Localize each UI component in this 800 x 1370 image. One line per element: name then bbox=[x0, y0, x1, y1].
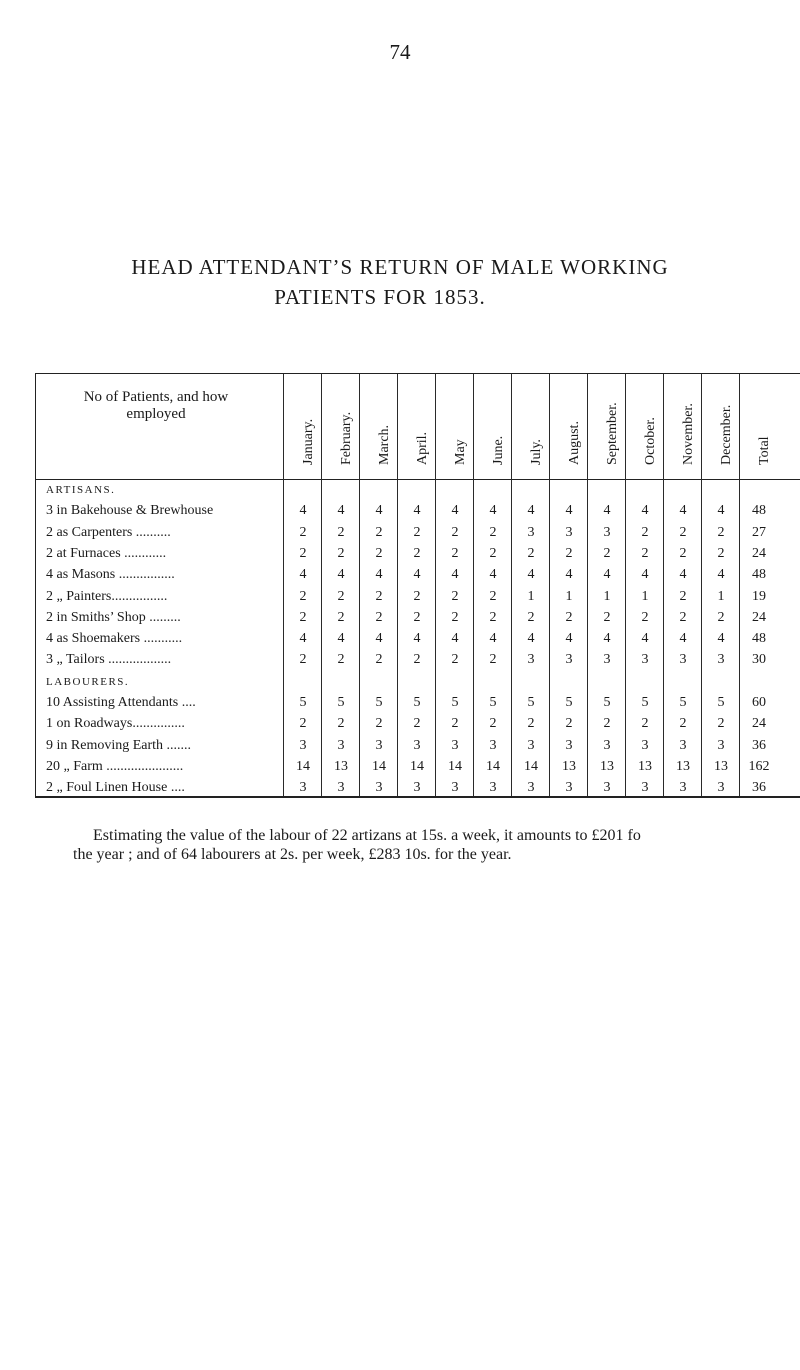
table-cell: 4 bbox=[337, 631, 345, 647]
table-cell: 5 bbox=[603, 695, 611, 710]
table-cell: 60 bbox=[752, 695, 766, 710]
table-cell: 2 bbox=[337, 545, 345, 561]
table-cell: 2 bbox=[641, 609, 649, 625]
month-header bbox=[474, 377, 512, 477]
table-cell: 4 bbox=[603, 567, 611, 583]
month-header-label: September. bbox=[605, 402, 620, 465]
table-cell: 2 bbox=[679, 545, 687, 561]
table-cell: 3 bbox=[641, 652, 649, 668]
table-cell: 4 bbox=[413, 503, 421, 519]
table-cell: 4 bbox=[375, 567, 383, 583]
table-cell: 1 bbox=[527, 588, 535, 604]
table-cell: 2 bbox=[717, 524, 725, 540]
table-cell: 2 bbox=[451, 545, 459, 561]
table-cell: 3 bbox=[375, 737, 383, 753]
table-cell: 3 bbox=[565, 524, 573, 540]
row-label: 2 „ Foul Linen House .... bbox=[46, 780, 185, 796]
table-cell: 4 bbox=[717, 503, 725, 519]
table-cell: 2 bbox=[489, 652, 497, 668]
month-header-label: November. bbox=[681, 403, 696, 465]
table-cell: 2 bbox=[679, 609, 687, 625]
table-cell: 27 bbox=[752, 524, 766, 540]
table-cell: 4 bbox=[451, 567, 459, 583]
table-cell: 2 bbox=[337, 609, 345, 625]
row-label: 3 in Bakehouse & Brewhouse bbox=[46, 503, 214, 519]
table-cell: 2 bbox=[565, 609, 573, 625]
table-cell: 3 bbox=[527, 737, 535, 753]
table-cell: 2 bbox=[565, 545, 573, 561]
month-header-label: March. bbox=[377, 424, 392, 465]
table-cell: 2 bbox=[413, 609, 421, 625]
table-cell: 2 bbox=[375, 652, 383, 668]
table-cell: 4 bbox=[413, 567, 421, 583]
table-cell: 3 bbox=[489, 780, 497, 796]
month-header-label: June. bbox=[491, 435, 506, 465]
row-label: 9 in Removing Earth ....... bbox=[46, 737, 192, 753]
footnote-line-1: Estimating the value of the labour of 22 artizans at 15s. a week, it amounts to £201 fo bbox=[93, 827, 641, 844]
table-cell: 2 bbox=[413, 545, 421, 561]
table-cell: 3 bbox=[413, 737, 421, 753]
table-cell: 2 bbox=[375, 588, 383, 604]
table-cell: 2 bbox=[337, 588, 345, 604]
table-cell: 4 bbox=[337, 503, 345, 519]
table-cell: 3 bbox=[603, 652, 611, 668]
table-cell: 2 bbox=[489, 716, 497, 732]
table-cell: 2 bbox=[679, 588, 687, 604]
month-header bbox=[550, 377, 588, 477]
table-cell: 13 bbox=[562, 758, 576, 774]
table-cell: 4 bbox=[679, 567, 687, 583]
table-cell: 2 bbox=[527, 545, 535, 561]
table-cell: 2 bbox=[299, 652, 307, 668]
table-cell: 3 bbox=[375, 780, 383, 796]
table-cell: 4 bbox=[337, 567, 345, 583]
table-cell: 2 bbox=[717, 545, 725, 561]
table-cell: 3 bbox=[717, 780, 725, 796]
table-cell: 2 bbox=[375, 524, 383, 540]
header-label-line2: employed bbox=[126, 406, 186, 422]
table-cell: 2 bbox=[717, 609, 725, 625]
table-cell: 3 bbox=[451, 737, 459, 753]
table-cell: 3 bbox=[337, 737, 345, 753]
table-cell: 3 bbox=[299, 737, 307, 753]
table-cell: 2 bbox=[641, 716, 649, 732]
table-cell: 14 bbox=[448, 758, 462, 774]
table-cell: 2 bbox=[299, 545, 307, 561]
table-cell: 4 bbox=[413, 631, 421, 647]
table-cell: 2 bbox=[451, 609, 459, 625]
table-cell: 4 bbox=[375, 631, 383, 647]
footnote-line-2: the year ; and of 64 labourers at 2s. per week, £283 10s. for the year. bbox=[73, 846, 512, 863]
table-cell: 3 bbox=[717, 737, 725, 753]
row-label: 20 „ Farm ...................... bbox=[46, 758, 184, 774]
table-cell: 3 bbox=[565, 737, 573, 753]
table-cell: 2 bbox=[603, 609, 611, 625]
table-cell: 162 bbox=[748, 758, 770, 774]
table-cell: 2 bbox=[527, 609, 535, 625]
table-cell: 5 bbox=[489, 695, 497, 710]
table-cell: 2 bbox=[489, 545, 497, 561]
table-cell: 4 bbox=[489, 567, 497, 583]
table-cell: 4 bbox=[603, 503, 611, 519]
table-cell: 4 bbox=[489, 503, 497, 519]
table-cell: 2 bbox=[413, 652, 421, 668]
month-header bbox=[436, 377, 474, 477]
table-cell: 2 bbox=[337, 524, 345, 540]
row-label: 10 Assisting Attendants .... bbox=[46, 695, 196, 710]
row-label: 2 at Furnaces ............ bbox=[46, 545, 167, 561]
table-cell: 24 bbox=[752, 609, 766, 625]
month-header bbox=[360, 377, 398, 477]
header-label-line1: No of Patients, and how bbox=[83, 389, 229, 405]
table-cell: 4 bbox=[717, 631, 725, 647]
month-header bbox=[664, 377, 702, 477]
page-subtitle: PATIENTS FOR 1853. bbox=[274, 285, 486, 309]
table-cell: 2 bbox=[375, 609, 383, 625]
table-cell: 2 bbox=[299, 524, 307, 540]
month-header-label: Total bbox=[757, 436, 772, 465]
month-header bbox=[512, 377, 550, 477]
table-header-label bbox=[36, 389, 276, 423]
table-cell: 36 bbox=[752, 780, 766, 796]
table-cell: 14 bbox=[410, 758, 424, 774]
table-cell: 24 bbox=[752, 545, 766, 561]
return-table bbox=[35, 373, 800, 798]
table-cell: 5 bbox=[679, 695, 687, 710]
section-heading: ARTISANS. bbox=[46, 484, 116, 496]
table-cell: 2 bbox=[679, 716, 687, 732]
table-cell: 2 bbox=[641, 545, 649, 561]
table-cell: 4 bbox=[603, 631, 611, 647]
table-cell: 13 bbox=[676, 758, 690, 774]
month-header bbox=[740, 377, 778, 477]
table-cell: 3 bbox=[603, 737, 611, 753]
table-cell: 4 bbox=[717, 567, 725, 583]
table-cell: 4 bbox=[375, 503, 383, 519]
table-cell: 1 bbox=[717, 588, 725, 604]
table-cell: 1 bbox=[603, 588, 611, 604]
table-cell: 3 bbox=[299, 780, 307, 796]
table-cell: 4 bbox=[451, 503, 459, 519]
table-cell: 48 bbox=[752, 567, 766, 583]
table-cell: 5 bbox=[565, 695, 573, 710]
table-cell: 24 bbox=[752, 716, 766, 732]
table-cell: 3 bbox=[489, 737, 497, 753]
table-cell: 2 bbox=[489, 588, 497, 604]
month-header bbox=[588, 377, 626, 477]
table-cell: 3 bbox=[679, 780, 687, 796]
row-label: 3 „ Tailors .................. bbox=[46, 652, 172, 668]
table-cell: 48 bbox=[752, 631, 766, 647]
table-cell: 4 bbox=[679, 631, 687, 647]
table-cell: 4 bbox=[299, 631, 307, 647]
table-cell: 14 bbox=[296, 758, 310, 774]
row-label: 2 „ Painters................ bbox=[46, 588, 168, 604]
table-cell: 3 bbox=[413, 780, 421, 796]
month-header bbox=[322, 377, 360, 477]
table-cell: 2 bbox=[679, 524, 687, 540]
row-label: 4 as Shoemakers ........... bbox=[46, 631, 183, 647]
table-cell: 3 bbox=[565, 652, 573, 668]
table-cell: 2 bbox=[451, 652, 459, 668]
section-heading: LABOURERS. bbox=[46, 675, 130, 688]
table-cell: 2 bbox=[413, 524, 421, 540]
row-label: 2 as Carpenters .......... bbox=[46, 524, 171, 540]
row-label: 4 as Masons ................ bbox=[46, 567, 175, 583]
table-cell: 2 bbox=[299, 609, 307, 625]
table-cell: 5 bbox=[413, 695, 421, 710]
table-cell: 4 bbox=[679, 503, 687, 519]
table-cell: 13 bbox=[714, 758, 728, 774]
month-header-label: May bbox=[453, 439, 468, 465]
table-cell: 2 bbox=[603, 545, 611, 561]
table-cell: 19 bbox=[752, 588, 766, 604]
table-cell: 2 bbox=[565, 716, 573, 732]
table-cell: 3 bbox=[527, 652, 535, 668]
table-cell: 4 bbox=[641, 631, 649, 647]
table-cell: 2 bbox=[641, 524, 649, 540]
month-header-label: April. bbox=[415, 431, 430, 465]
month-header-label: January. bbox=[301, 418, 316, 465]
table-cell: 3 bbox=[717, 652, 725, 668]
table-cell: 2 bbox=[489, 609, 497, 625]
table-cell: 3 bbox=[641, 780, 649, 796]
table-cell: 2 bbox=[413, 588, 421, 604]
table-cell: 4 bbox=[565, 631, 573, 647]
table-cell: 2 bbox=[337, 652, 345, 668]
table-cell: 3 bbox=[565, 780, 573, 796]
table-cell: 2 bbox=[337, 716, 345, 732]
month-header-label: July. bbox=[529, 439, 544, 465]
month-header-label: February. bbox=[339, 411, 354, 465]
header-rule bbox=[36, 479, 800, 480]
table-cell: 4 bbox=[299, 503, 307, 519]
table-cell: 5 bbox=[451, 695, 459, 710]
table-cell: 2 bbox=[299, 716, 307, 732]
table-cell: 4 bbox=[489, 631, 497, 647]
table-cell: 5 bbox=[299, 695, 307, 710]
table-cell: 5 bbox=[641, 695, 649, 710]
table-cell: 14 bbox=[524, 758, 538, 774]
table-cell: 1 bbox=[565, 588, 573, 604]
table-cell: 4 bbox=[565, 503, 573, 519]
table-cell: 4 bbox=[299, 567, 307, 583]
month-header-label: August. bbox=[567, 421, 582, 465]
table-cell: 4 bbox=[527, 567, 535, 583]
table-cell: 14 bbox=[486, 758, 500, 774]
table-cell: 13 bbox=[638, 758, 652, 774]
month-header-label: October. bbox=[643, 417, 658, 465]
table-cell: 5 bbox=[717, 695, 725, 710]
table-cell: 5 bbox=[375, 695, 383, 710]
table-cell: 2 bbox=[413, 716, 421, 732]
table-cell: 2 bbox=[451, 588, 459, 604]
month-header bbox=[284, 377, 322, 477]
table-cell: 3 bbox=[527, 780, 535, 796]
table-cell: 3 bbox=[603, 524, 611, 540]
table-cell: 1 bbox=[641, 588, 649, 604]
month-header bbox=[626, 377, 664, 477]
row-label: 1 on Roadways............... bbox=[46, 716, 185, 732]
table-cell: 14 bbox=[372, 758, 386, 774]
page-number: 74 bbox=[389, 40, 411, 64]
table-cell: 13 bbox=[334, 758, 348, 774]
table-cell: 2 bbox=[527, 716, 535, 732]
table-cell: 2 bbox=[717, 716, 725, 732]
table-cell: 3 bbox=[679, 652, 687, 668]
page-title: HEAD ATTENDANT’S RETURN OF MALE WORKING bbox=[131, 255, 669, 279]
table-cell: 2 bbox=[299, 588, 307, 604]
table-cell: 3 bbox=[337, 780, 345, 796]
table-cell: 4 bbox=[527, 631, 535, 647]
table-cell: 3 bbox=[451, 780, 459, 796]
row-label: 2 in Smiths’ Shop ......... bbox=[46, 609, 181, 625]
table-cell: 5 bbox=[527, 695, 535, 710]
table-cell: 3 bbox=[603, 780, 611, 796]
table-cell: 2 bbox=[603, 716, 611, 732]
month-header bbox=[702, 377, 740, 477]
table-cell: 2 bbox=[375, 716, 383, 732]
table-cell: 3 bbox=[679, 737, 687, 753]
table-cell: 3 bbox=[641, 737, 649, 753]
table-cell: 30 bbox=[752, 652, 766, 668]
table-cell: 2 bbox=[451, 524, 459, 540]
table-cell: 48 bbox=[752, 503, 766, 519]
table-cell: 13 bbox=[600, 758, 614, 774]
table-cell: 4 bbox=[565, 567, 573, 583]
table-cell: 4 bbox=[641, 503, 649, 519]
table-cell: 4 bbox=[451, 631, 459, 647]
table-cell: 4 bbox=[527, 503, 535, 519]
table-cell: 2 bbox=[489, 524, 497, 540]
table-cell: 5 bbox=[337, 695, 345, 710]
table-cell: 4 bbox=[641, 567, 649, 583]
table-cell: 2 bbox=[375, 545, 383, 561]
table-cell: 36 bbox=[752, 737, 766, 753]
table-cell: 2 bbox=[451, 716, 459, 732]
month-header bbox=[398, 377, 436, 477]
month-header-label: December. bbox=[719, 404, 734, 465]
table-cell: 3 bbox=[527, 524, 535, 540]
